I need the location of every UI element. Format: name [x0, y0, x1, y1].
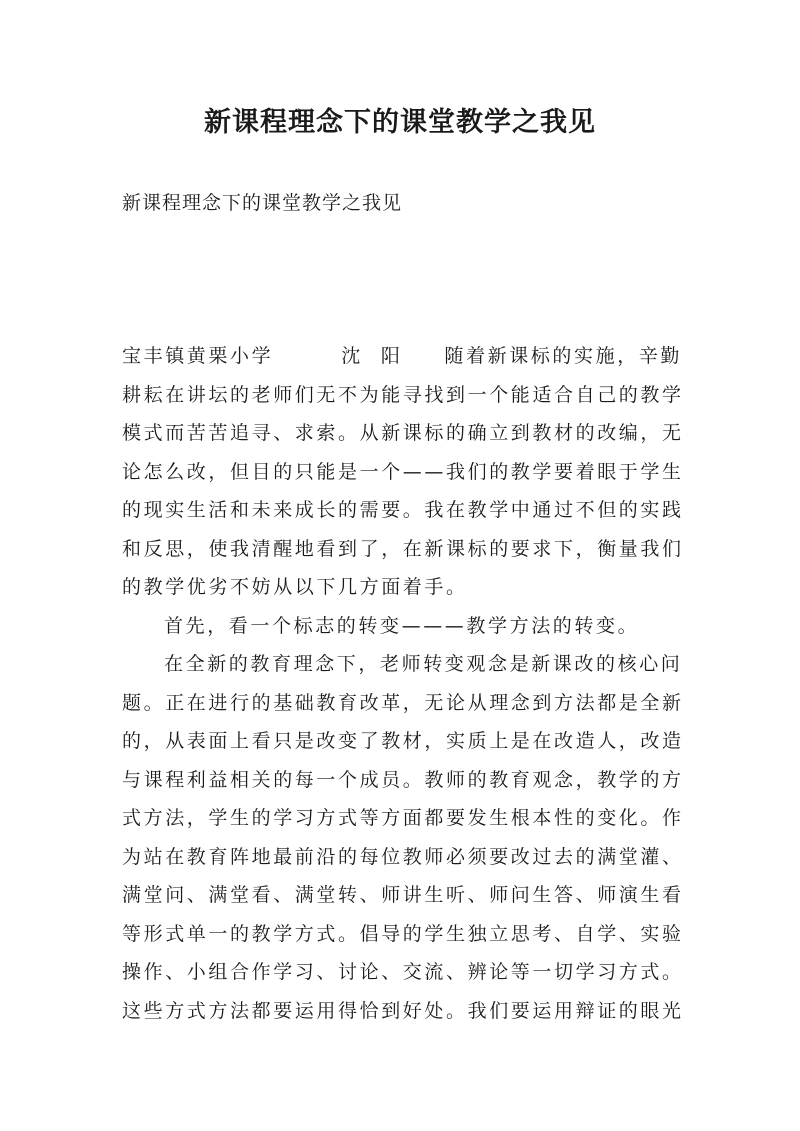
paragraph-teaching-concept: 在全新的教育理念下，老师转变观念是新课改的核心问题。正在进行的基础教育改革，无论从理念到方法都是全新的，从表面上看只是改变了教材，实质上是在改造人，改造与课程利益相关的每一个成员。教师的教育观念，教学的方式方法，学生的学习方式等方面都要发生根本性的变化。作为站在教育阵地最前沿的每位教师必须要改过去的满堂灌、满堂问、满堂看、满堂转、师讲生听、师问生答、师演生看等形式单一的教学方式。倡导的学生独立思考、自学、实验操作、小组合作学习、讨论、交流、辨论等一切学习方式。这些方式方法都要运用得恰到好处。我们要运用辩证的眼光	[122, 653, 684, 1022]
document-title: 新课程理念下的课堂教学之我见	[204, 107, 596, 138]
document-body	[122, 337, 688, 1030]
author-name-first: 沈	[341, 345, 363, 367]
paragraph-first-sign: 首先，看一个标志的转变———教学方法的转变。	[164, 614, 640, 637]
author-name-second: 阳	[380, 345, 403, 367]
intro-text: 随着新课标的实施，辛勤耕耘在讲坛的老师们无不为能寻找到一个能适合自己的教学模式而苦苦追寻、求索。从新课标的确立到教材的改编，无论怎么改，但目的只能是一个——我们的教学要着眼于学生的现实生活和未来成长的需要。我在教学中通过不但的实践和反思，使我清醒地看到了，在新课标的要求下，衡量我们的教学优劣不妨从以下几方面着手。	[122, 345, 684, 598]
intro-paragraph	[122, 337, 688, 607]
school-name: 宝丰镇黄栗小学	[122, 345, 274, 367]
document-subtitle: 新课程理念下的课堂教学之我见	[122, 192, 403, 214]
